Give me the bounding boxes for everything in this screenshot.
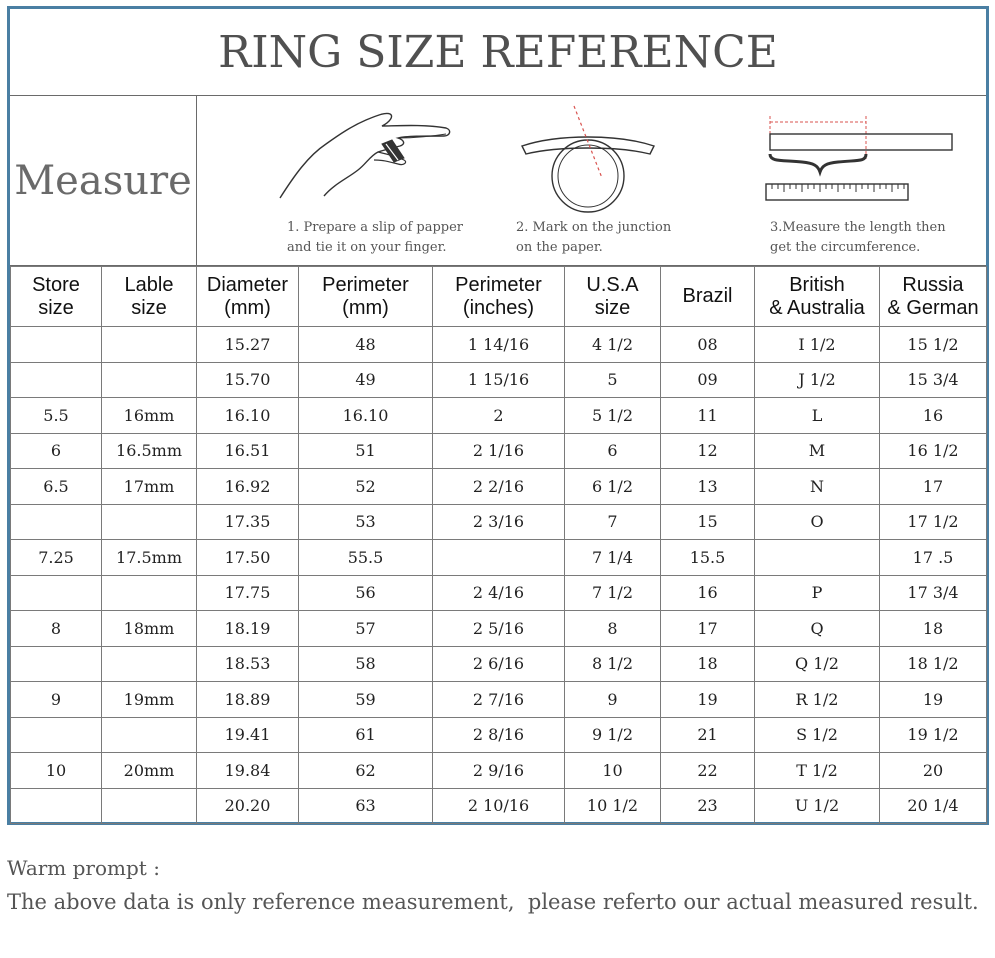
warm-prompt-heading: Warm prompt : bbox=[7, 856, 160, 880]
ring-strip-illustration-icon bbox=[518, 104, 658, 214]
table-cell: 5 bbox=[565, 362, 661, 398]
table-cell bbox=[11, 504, 102, 540]
column-header-line1: Russia bbox=[902, 273, 964, 296]
table-cell: 20 1/4 bbox=[880, 788, 987, 824]
table-cell: 61 bbox=[299, 717, 433, 753]
table-cell bbox=[102, 504, 197, 540]
table-body bbox=[11, 327, 987, 824]
table-cell: 18 1/2 bbox=[880, 646, 987, 682]
table-cell bbox=[102, 575, 197, 611]
table-cell: 59 bbox=[299, 682, 433, 718]
table-cell: 15 3/4 bbox=[880, 362, 987, 398]
table-row bbox=[11, 398, 987, 434]
table-cell: Q bbox=[755, 611, 880, 647]
table-cell: 7.25 bbox=[11, 540, 102, 576]
table-cell: 20mm bbox=[102, 753, 197, 789]
table-cell: 52 bbox=[299, 469, 433, 505]
column-header-line2: (inches) bbox=[462, 296, 535, 319]
table-cell bbox=[102, 788, 197, 824]
table-cell: 6 1/2 bbox=[565, 469, 661, 505]
table-cell bbox=[11, 788, 102, 824]
measure-row bbox=[10, 96, 986, 266]
table-cell: 2 9/16 bbox=[433, 753, 565, 789]
table-cell: 16 bbox=[661, 575, 755, 611]
table-cell: 09 bbox=[661, 362, 755, 398]
table-cell: 8 bbox=[565, 611, 661, 647]
table-cell: 2 7/16 bbox=[433, 682, 565, 718]
table-row bbox=[11, 469, 987, 505]
table-cell: 19 bbox=[880, 682, 987, 718]
table-cell: 23 bbox=[661, 788, 755, 824]
table-cell: J 1/2 bbox=[755, 362, 880, 398]
table-cell: 2 6/16 bbox=[433, 646, 565, 682]
column-header-line1: Lable bbox=[124, 273, 174, 296]
table-cell: 17mm bbox=[102, 469, 197, 505]
column-header-line1: British bbox=[789, 273, 845, 296]
table-cell bbox=[11, 327, 102, 363]
table-row bbox=[11, 327, 987, 363]
table-cell: 5.5 bbox=[11, 398, 102, 434]
table-cell: 8 bbox=[11, 611, 102, 647]
table-cell: L bbox=[755, 398, 880, 434]
table-cell: Q 1/2 bbox=[755, 646, 880, 682]
table-cell: 49 bbox=[299, 362, 433, 398]
table-cell: 1 14/16 bbox=[433, 327, 565, 363]
table-cell bbox=[102, 362, 197, 398]
table-cell: 53 bbox=[299, 504, 433, 540]
table-cell: I 1/2 bbox=[755, 327, 880, 363]
warm-prompt-text: The above data is only reference measurement, please referto our actual measured result. bbox=[7, 890, 979, 914]
table-cell bbox=[433, 540, 565, 576]
table-cell: 7 1/4 bbox=[565, 540, 661, 576]
table-cell: R 1/2 bbox=[755, 682, 880, 718]
table-cell: 17 1/2 bbox=[880, 504, 987, 540]
column-header bbox=[11, 267, 102, 327]
table-cell: 22 bbox=[661, 753, 755, 789]
column-header bbox=[197, 267, 299, 327]
table-cell bbox=[11, 646, 102, 682]
table-cell: 16 1/2 bbox=[880, 433, 987, 469]
table-cell: 18 bbox=[880, 611, 987, 647]
table-cell: 2 bbox=[433, 398, 565, 434]
table-cell: 8 1/2 bbox=[565, 646, 661, 682]
table-row bbox=[11, 362, 987, 398]
table-cell bbox=[102, 646, 197, 682]
table-cell: M bbox=[755, 433, 880, 469]
column-header-line1: U.S.A bbox=[586, 273, 639, 296]
table-cell: 18.19 bbox=[197, 611, 299, 647]
table-cell: 19 1/2 bbox=[880, 717, 987, 753]
table-cell: 16.5mm bbox=[102, 433, 197, 469]
table-cell: 13 bbox=[661, 469, 755, 505]
column-header-line1: Perimeter bbox=[322, 273, 409, 296]
size-table bbox=[10, 266, 987, 824]
table-cell: 55.5 bbox=[299, 540, 433, 576]
table-cell: 56 bbox=[299, 575, 433, 611]
column-header bbox=[880, 267, 987, 327]
column-header-line2: size bbox=[131, 296, 167, 319]
table-cell: 7 bbox=[565, 504, 661, 540]
column-header-line2: size bbox=[38, 296, 74, 319]
ruler-illustration-icon bbox=[762, 110, 962, 210]
table-cell: 2 1/16 bbox=[433, 433, 565, 469]
table-cell: 17.5mm bbox=[102, 540, 197, 576]
column-header-line2: (mm) bbox=[224, 296, 271, 319]
table-cell: 2 5/16 bbox=[433, 611, 565, 647]
table-cell: 2 3/16 bbox=[433, 504, 565, 540]
table-cell bbox=[11, 362, 102, 398]
table-cell: 18.89 bbox=[197, 682, 299, 718]
table-cell: 17 bbox=[661, 611, 755, 647]
table-cell: 18.53 bbox=[197, 646, 299, 682]
column-header bbox=[755, 267, 880, 327]
table-cell: 17 3/4 bbox=[880, 575, 987, 611]
table-row bbox=[11, 717, 987, 753]
column-header-line1: Brazil bbox=[682, 285, 733, 307]
table-row bbox=[11, 433, 987, 469]
table-cell: 16.10 bbox=[197, 398, 299, 434]
table-row bbox=[11, 575, 987, 611]
table-cell: 17.50 bbox=[197, 540, 299, 576]
table-cell: 6.5 bbox=[11, 469, 102, 505]
table-cell: 48 bbox=[299, 327, 433, 363]
table-row bbox=[11, 504, 987, 540]
table-cell: 10 1/2 bbox=[565, 788, 661, 824]
table-cell: 10 bbox=[11, 753, 102, 789]
table-cell: 51 bbox=[299, 433, 433, 469]
table-cell: 10 bbox=[565, 753, 661, 789]
table-cell: 4 1/2 bbox=[565, 327, 661, 363]
table-cell: 6 bbox=[11, 433, 102, 469]
table-cell: 6 bbox=[565, 433, 661, 469]
table-cell bbox=[11, 575, 102, 611]
table-row bbox=[11, 611, 987, 647]
table-cell: 17 .5 bbox=[880, 540, 987, 576]
table-cell: 19.84 bbox=[197, 753, 299, 789]
step-1-text: 1. Prepare a slip of papper and tie it on your finger. bbox=[287, 220, 464, 255]
table-cell: 16.51 bbox=[197, 433, 299, 469]
column-header bbox=[661, 267, 755, 327]
table-cell: 19.41 bbox=[197, 717, 299, 753]
table-cell: 17 bbox=[880, 469, 987, 505]
hand-illustration-icon bbox=[274, 106, 454, 201]
table-cell: 19 bbox=[661, 682, 755, 718]
table-cell: S 1/2 bbox=[755, 717, 880, 753]
table-cell bbox=[755, 540, 880, 576]
table-cell: 57 bbox=[299, 611, 433, 647]
table-cell: 12 bbox=[661, 433, 755, 469]
table-cell: 20.20 bbox=[197, 788, 299, 824]
table-cell: 20 bbox=[880, 753, 987, 789]
table-row bbox=[11, 788, 987, 824]
table-cell bbox=[102, 327, 197, 363]
table-cell: 15.27 bbox=[197, 327, 299, 363]
table-cell bbox=[11, 717, 102, 753]
table-cell: 16.92 bbox=[197, 469, 299, 505]
ring-size-chart bbox=[7, 6, 989, 825]
table-cell: 19mm bbox=[102, 682, 197, 718]
table-cell: 2 4/16 bbox=[433, 575, 565, 611]
table-cell: 15.70 bbox=[197, 362, 299, 398]
table-row bbox=[11, 646, 987, 682]
table-cell: 9 bbox=[565, 682, 661, 718]
table-cell: 5 1/2 bbox=[565, 398, 661, 434]
measure-label: Measure bbox=[10, 96, 197, 265]
column-header-line1: Diameter bbox=[206, 273, 289, 296]
table-cell: 2 10/16 bbox=[433, 788, 565, 824]
table-row bbox=[11, 540, 987, 576]
table-cell: 58 bbox=[299, 646, 433, 682]
table-cell: 2 8/16 bbox=[433, 717, 565, 753]
column-header bbox=[299, 267, 433, 327]
table-cell: N bbox=[755, 469, 880, 505]
table-cell: T 1/2 bbox=[755, 753, 880, 789]
table-row bbox=[11, 682, 987, 718]
table-cell: 15 bbox=[661, 504, 755, 540]
column-header-line2: size bbox=[594, 296, 631, 319]
table-cell: 16 bbox=[880, 398, 987, 434]
column-header bbox=[565, 267, 661, 327]
table-cell: 11 bbox=[661, 398, 755, 434]
table-cell: 15 1/2 bbox=[880, 327, 987, 363]
column-header-line2: (mm) bbox=[342, 296, 389, 319]
table-cell: U 1/2 bbox=[755, 788, 880, 824]
column-header bbox=[102, 267, 197, 327]
table-cell: 62 bbox=[299, 753, 433, 789]
column-header-line2: & German bbox=[887, 296, 979, 319]
title-row bbox=[10, 9, 986, 96]
table-cell: 16mm bbox=[102, 398, 197, 434]
column-header-line1: Store bbox=[32, 273, 80, 296]
table-cell: 7 1/2 bbox=[565, 575, 661, 611]
table-cell: 2 2/16 bbox=[433, 469, 565, 505]
step-2-text: 2. Mark on the junction on the paper. bbox=[516, 220, 672, 255]
page-title: RING SIZE REFERENCE bbox=[218, 26, 778, 78]
table-cell: 9 bbox=[11, 682, 102, 718]
column-header bbox=[433, 267, 565, 327]
column-header-line1: Perimeter bbox=[455, 273, 542, 296]
table-cell: 08 bbox=[661, 327, 755, 363]
table-cell bbox=[102, 717, 197, 753]
table-cell: 15.5 bbox=[661, 540, 755, 576]
step-3-text: 3.Measure the length then get the circumference. bbox=[770, 220, 946, 255]
table-row bbox=[11, 753, 987, 789]
table-cell: 17.75 bbox=[197, 575, 299, 611]
table-cell: 17.35 bbox=[197, 504, 299, 540]
table-cell: 21 bbox=[661, 717, 755, 753]
table-cell: 18 bbox=[661, 646, 755, 682]
table-cell: 9 1/2 bbox=[565, 717, 661, 753]
table-cell: 1 15/16 bbox=[433, 362, 565, 398]
table-cell: 18mm bbox=[102, 611, 197, 647]
table-cell: O bbox=[755, 504, 880, 540]
table-cell: 16.10 bbox=[299, 398, 433, 434]
table-header-row bbox=[11, 267, 987, 327]
table-cell: P bbox=[755, 575, 880, 611]
table-cell: 63 bbox=[299, 788, 433, 824]
column-header-line2: & Australia bbox=[769, 296, 865, 319]
